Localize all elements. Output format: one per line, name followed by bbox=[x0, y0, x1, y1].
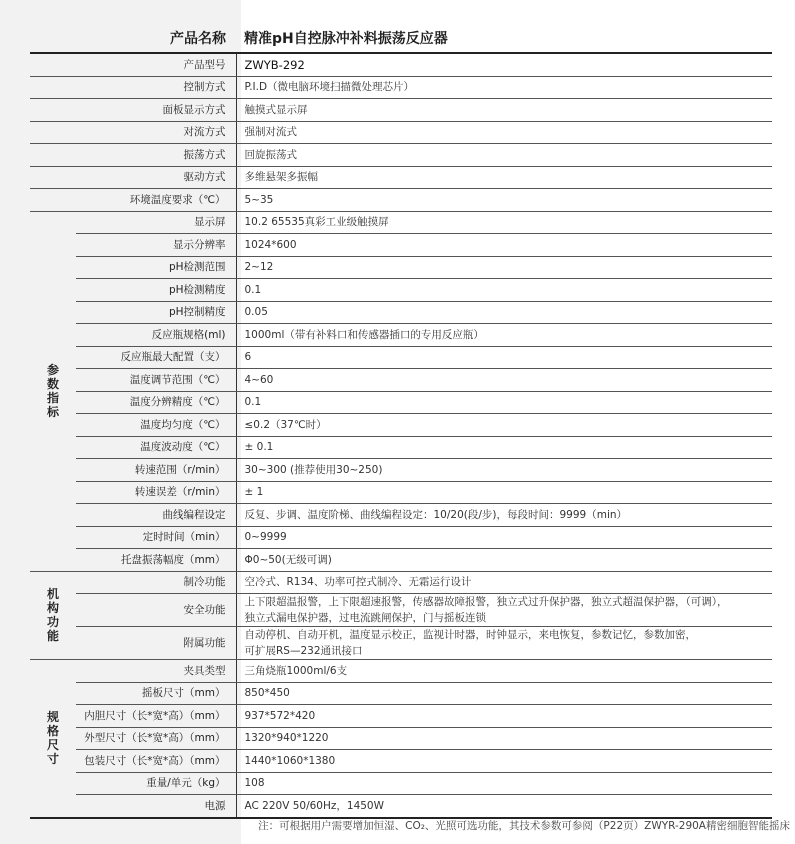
spec-row bbox=[30, 772, 772, 795]
spec-value: 1024*600 bbox=[236, 234, 772, 257]
spec-value: 1440*1060*1380 bbox=[236, 750, 772, 773]
footnote: 注：可根据用户需要增加恒湿、CO₂、光照可选功能，其技术参数可参阅（P22页）ZWYR-290A精密细胞智能摇床 bbox=[258, 820, 790, 832]
spec-row bbox=[30, 53, 772, 76]
spec-value-line: 可扩展RS—232通讯接口 bbox=[244, 645, 363, 657]
spec-row bbox=[30, 279, 772, 302]
spec-label: 产品型号 bbox=[30, 53, 236, 76]
group-title-char: 寸 bbox=[46, 752, 59, 767]
spec-row bbox=[30, 795, 772, 818]
spec-value: 三角烧瓶1000ml/6支 bbox=[236, 660, 772, 683]
spec-value-line: 上下限超温报警，上下限超速报警，传感器故障报警，独立式过升保护器，独立式超温保护器，（可调）， bbox=[244, 596, 728, 608]
spec-label: 内胆尺寸（长*宽*高）（mm） bbox=[76, 705, 236, 728]
spec-label: 重量/单元（kg） bbox=[76, 772, 236, 795]
spec-label: 包装尺寸（长*宽*高）（mm） bbox=[76, 750, 236, 773]
spec-value: AC 220V 50/60Hz，1450W bbox=[236, 795, 772, 818]
spec-value: 30~300 (推荐使用30~250) bbox=[236, 459, 772, 482]
spec-value-line: 自动停机、自动开机，温度显示校正，监视计时器，时钟显示，来电恢复，参数记忆，参数加密， bbox=[244, 629, 696, 641]
group-title-char: 数 bbox=[46, 377, 59, 391]
group-title-functions bbox=[30, 571, 76, 660]
group-title-char: 功 bbox=[46, 615, 59, 630]
spec-row bbox=[30, 682, 772, 705]
spec-value: 850*450 bbox=[236, 682, 772, 705]
spec-row bbox=[30, 459, 772, 482]
spec-label: pH检测精度 bbox=[76, 279, 236, 302]
spec-row bbox=[30, 391, 772, 414]
spec-row bbox=[30, 526, 772, 549]
group-title-char: 格 bbox=[46, 724, 59, 739]
spec-value: 10.2 65535真彩工业级触摸屏 bbox=[236, 211, 772, 234]
spec-label: 制冷功能 bbox=[76, 571, 236, 594]
spec-label: 反应瓶最大配置（支） bbox=[76, 346, 236, 369]
group-title-char: 尺 bbox=[46, 738, 59, 753]
spec-row bbox=[30, 99, 772, 122]
spec-value: 6 bbox=[236, 346, 772, 369]
spec-value bbox=[236, 594, 772, 627]
spec-value: 1320*940*1220 bbox=[236, 727, 772, 750]
spec-label: 曲线编程设定 bbox=[76, 504, 236, 527]
spec-label: 外型尺寸（长*宽*高）（mm） bbox=[76, 727, 236, 750]
spec-value: 2~12 bbox=[236, 256, 772, 279]
spec-label: 附属功能 bbox=[76, 627, 236, 660]
spec-row bbox=[30, 436, 772, 459]
spec-row bbox=[30, 705, 772, 728]
spec-value: 108 bbox=[236, 772, 772, 795]
spec-row bbox=[30, 234, 772, 257]
spec-row bbox=[30, 504, 772, 527]
group-title-char: 构 bbox=[46, 601, 59, 616]
spec-row bbox=[30, 549, 772, 572]
spec-row bbox=[30, 414, 772, 437]
group-title-params bbox=[30, 211, 76, 571]
spec-value: ± 0.1 bbox=[236, 436, 772, 459]
spec-row bbox=[30, 369, 772, 392]
spec-value: ≤0.2（37℃时） bbox=[236, 414, 772, 437]
spec-label: 显示分辨率 bbox=[76, 234, 236, 257]
spec-row bbox=[30, 727, 772, 750]
group-title-char: 机 bbox=[46, 587, 59, 602]
spec-label: 托盘振荡幅度（mm） bbox=[76, 549, 236, 572]
spec-label: 定时时间（min） bbox=[76, 526, 236, 549]
spec-value-line: 独立式漏电保护器，过电流跳闸保护，门与摇板连锁 bbox=[244, 612, 486, 624]
spec-label: 温度均匀度（℃） bbox=[76, 414, 236, 437]
spec-row bbox=[30, 346, 772, 369]
spec-label: 反应瓶规格(ml) bbox=[76, 324, 236, 347]
spec-label: pH控制精度 bbox=[76, 301, 236, 324]
spec-label: pH检测范围 bbox=[76, 256, 236, 279]
spec-value: 触摸式显示屏 bbox=[236, 99, 772, 122]
spec-value: ZWYB-292 bbox=[236, 53, 772, 76]
spec-value: 1000ml（带有补料口和传感器插口的专用反应瓶） bbox=[236, 324, 772, 347]
spec-value bbox=[236, 571, 772, 594]
spec-row bbox=[30, 571, 772, 594]
spec-value: Φ0~50(无级可调) bbox=[236, 549, 772, 572]
group-title-dimensions bbox=[30, 660, 76, 818]
spec-value: 反复、步调、温度阶梯、曲线编程设定：10/20(段/步)，每段时间：9999（min） bbox=[236, 504, 772, 527]
spec-label: 温度波动度（℃） bbox=[76, 436, 236, 459]
spec-row bbox=[30, 750, 772, 773]
spec-label: 驱动方式 bbox=[30, 166, 236, 189]
spec-value: 4~60 bbox=[236, 369, 772, 392]
spec-row bbox=[30, 594, 772, 627]
product-name-label: 产品名称 bbox=[170, 31, 226, 47]
spec-value: 0.05 bbox=[236, 301, 772, 324]
spec-label: 安全功能 bbox=[76, 594, 236, 627]
spec-label: 控制方式 bbox=[30, 76, 236, 99]
spec-value: 多维悬架多振幅 bbox=[236, 166, 772, 189]
spec-row bbox=[30, 144, 772, 167]
spec-row bbox=[30, 166, 772, 189]
product-name-row bbox=[30, 24, 772, 52]
spec-row bbox=[30, 211, 772, 234]
group-title-char: 能 bbox=[46, 629, 59, 644]
group-title-char: 规 bbox=[46, 710, 59, 725]
spec-row bbox=[30, 256, 772, 279]
spec-value bbox=[236, 627, 772, 660]
spec-label: 摇板尺寸（mm） bbox=[76, 682, 236, 705]
spec-label: 温度调节范围（℃） bbox=[76, 369, 236, 392]
spec-value: 强制对流式 bbox=[236, 121, 772, 144]
spec-row bbox=[30, 189, 772, 212]
spec-value-line: 空冷式、R134、功率可控式制冷、无霜运行设计 bbox=[244, 576, 472, 589]
spec-label: 面板显示方式 bbox=[30, 99, 236, 122]
spec-value: P.I.D（微电脑环境扫描微处理芯片） bbox=[236, 76, 772, 99]
spec-value: 0.1 bbox=[236, 391, 772, 414]
spec-label: 显示屏 bbox=[76, 211, 236, 234]
spec-label: 夹具类型 bbox=[76, 660, 236, 683]
spec-value: 5~35 bbox=[236, 189, 772, 212]
spec-row bbox=[30, 660, 772, 683]
spec-value: 937*572*420 bbox=[236, 705, 772, 728]
spec-label: 电源 bbox=[76, 795, 236, 818]
spec-row bbox=[30, 76, 772, 99]
spec-label: 振荡方式 bbox=[30, 144, 236, 167]
product-name-value: 精准pH自控脉冲补料振荡反应器 bbox=[244, 31, 448, 47]
spec-row bbox=[30, 301, 772, 324]
spec-value: 0~9999 bbox=[236, 526, 772, 549]
spec-value: 0.1 bbox=[236, 279, 772, 302]
spec-row bbox=[30, 627, 772, 660]
spec-row bbox=[30, 121, 772, 144]
spec-label: 对流方式 bbox=[30, 121, 236, 144]
group-title-char: 参 bbox=[46, 363, 59, 377]
group-title-char: 指 bbox=[46, 391, 59, 405]
group-title-char: 标 bbox=[46, 405, 59, 419]
spec-label: 转速误差（r/min） bbox=[76, 481, 236, 504]
spec-label: 环境温度要求（℃） bbox=[30, 189, 236, 212]
spec-value: 回旋振荡式 bbox=[236, 144, 772, 167]
spec-label: 转速范围（r/min） bbox=[76, 459, 236, 482]
spec-row bbox=[30, 481, 772, 504]
spec-row bbox=[30, 324, 772, 347]
spec-label: 温度分辨精度（℃） bbox=[76, 391, 236, 414]
spec-table bbox=[30, 52, 772, 819]
spec-value: ± 1 bbox=[236, 481, 772, 504]
